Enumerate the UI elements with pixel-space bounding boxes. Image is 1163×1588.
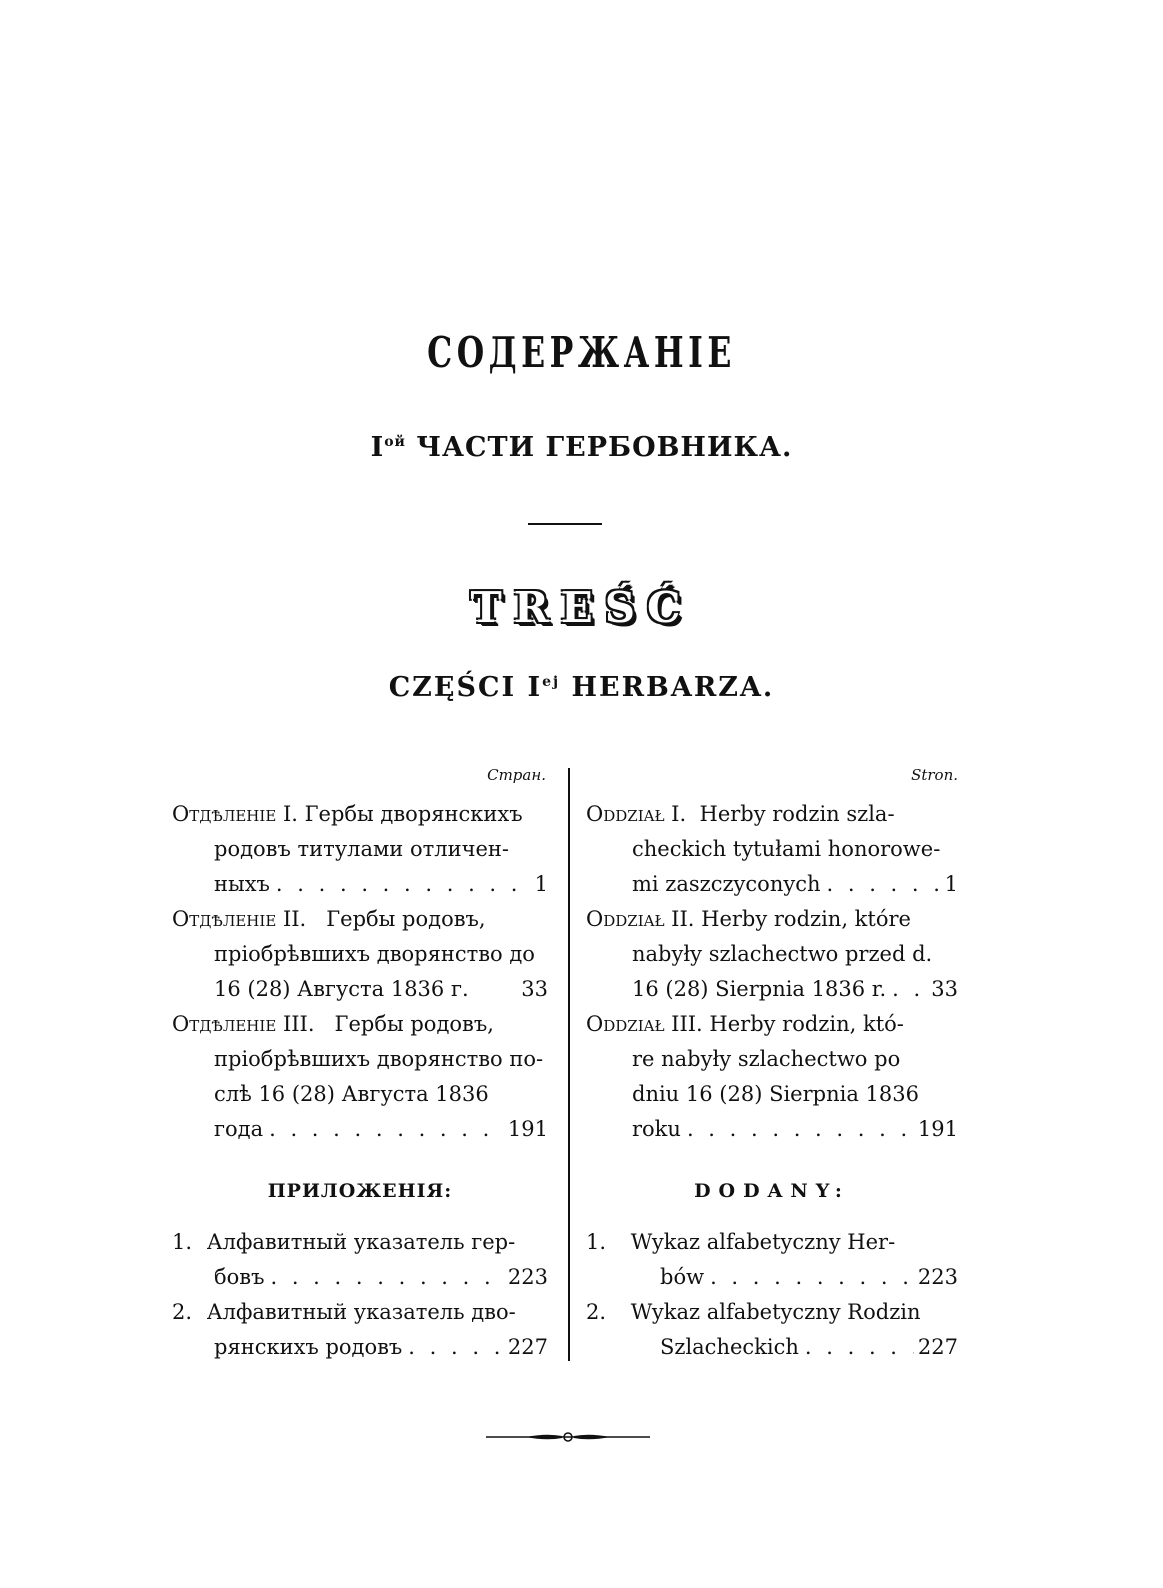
page-number: 191 — [507, 1117, 548, 1141]
toc-entry-line: пріобрѣвшихъ дворянство до — [214, 942, 535, 966]
toc-entry-line: слѣ 16 (28) Августа 1836 — [214, 1082, 489, 1106]
page-number: 223 — [917, 1265, 958, 1289]
section-text: Гербы родовъ, — [326, 907, 486, 931]
section-label: Отдѣленіе II. — [172, 907, 307, 931]
toc-entry-line: dniu 16 (28) Sierpnia 1836 — [632, 1082, 919, 1106]
page-number: 33 — [521, 977, 548, 1001]
appendix-entry-line — [172, 1295, 548, 1330]
leader-dots — [402, 1330, 504, 1365]
appendix-text: Szlacheckich — [660, 1335, 799, 1359]
appendix-entry-line — [172, 1225, 548, 1260]
toc-entry-page-line — [586, 867, 958, 902]
section-label: Отдѣленіе III. — [172, 1012, 315, 1036]
appendix-number: 1. — [172, 1230, 193, 1254]
right-appendix — [586, 1225, 958, 1365]
leader-dots — [264, 1260, 503, 1295]
leader-dots — [821, 867, 941, 902]
leader-dots — [681, 1112, 914, 1147]
right-toc — [586, 797, 958, 1147]
appendix-number: 2. — [586, 1300, 607, 1324]
right-page-header: Stron. — [911, 766, 958, 784]
toc-entry-page-line — [172, 867, 548, 902]
page-number: 1 — [534, 872, 548, 896]
appendix-page-line — [172, 1260, 548, 1295]
appendix-text: бовъ — [214, 1265, 265, 1289]
section-text: Гербы дворянскихъ — [304, 802, 523, 826]
section-label: Oddział II. — [586, 907, 695, 931]
page-number: 227 — [917, 1335, 958, 1359]
page-number: 33 — [931, 977, 958, 1001]
page-number: 191 — [917, 1117, 958, 1141]
appendix-text: рянскихъ родовъ — [214, 1335, 403, 1359]
toc-entry-label-line — [172, 1007, 548, 1042]
toc-entry-page-line — [172, 1112, 548, 1147]
ornament-rule — [486, 1430, 650, 1444]
section-label: Oddział I. — [586, 802, 687, 826]
toc-entry-label-line — [172, 797, 548, 832]
right-appendix-header: DODANY: — [694, 1180, 850, 1202]
subtitle-pl-prefix: CZĘŚCI I — [388, 672, 543, 703]
leader-dots — [270, 867, 531, 902]
section-text: roku — [632, 1117, 681, 1141]
toc-entry-line: re nabyły szlachectwo po — [632, 1047, 901, 1071]
appendix-page-line — [586, 1330, 958, 1365]
title-polish: TREŚĆ — [470, 583, 693, 632]
page-number: 227 — [507, 1335, 548, 1359]
appendix-text: bów — [660, 1265, 705, 1289]
appendix-number: 2. — [172, 1300, 193, 1324]
left-toc — [172, 797, 548, 1147]
toc-entry-page-line — [586, 972, 958, 1007]
toc-entry-page-line — [172, 972, 548, 1007]
title-russian: СОДЕРЖАНІЕ — [427, 328, 736, 377]
toc-entry-line: родовъ титулами отличен- — [214, 837, 509, 861]
appendix-text: Алфавитный указатель гер- — [206, 1230, 516, 1254]
subtitle-ru-rest: ЧАСТИ ГЕРБОВНИКА. — [416, 432, 793, 463]
section-text: Herby rodzin szla- — [699, 802, 895, 826]
toc-entry-line: пріобрѣвшихъ дворянство по- — [214, 1047, 544, 1071]
appendix-entry-line — [586, 1295, 958, 1330]
short-rule — [528, 523, 602, 525]
appendix-text: Алфавитный указатель дво- — [206, 1300, 516, 1324]
section-label: Oddział III. — [586, 1012, 703, 1036]
subtitle-pl-rest: HERBARZA. — [571, 672, 775, 703]
leader-dots — [799, 1330, 914, 1365]
appendix-entry-line — [586, 1225, 958, 1260]
toc-entry-page-line — [586, 1112, 958, 1147]
leader-dots — [886, 972, 927, 1007]
left-page-header: Стран. — [487, 766, 546, 784]
appendix-page-line — [172, 1330, 548, 1365]
section-text: 16 (28) Sierpnia 1836 r. — [632, 977, 887, 1001]
toc-entry-label-line — [586, 797, 958, 832]
toc-entry-line: checkich tytułami honorowe- — [632, 837, 941, 861]
left-appendix-header: ПРИЛОЖЕНІЯ: — [267, 1180, 453, 1202]
page-number: 223 — [507, 1265, 548, 1289]
section-text: Herby rodzin, któ- — [709, 1012, 904, 1036]
appendix-text: Wykaz alfabetyczny Her- — [630, 1230, 896, 1254]
section-text: года — [214, 1117, 264, 1141]
subtitle-russian — [0, 432, 1163, 463]
toc-entry-label-line — [586, 902, 958, 937]
page-number: 1 — [944, 872, 958, 896]
left-appendix — [172, 1225, 548, 1365]
toc-entry-line: nabyły szlachectwo przed d. — [632, 942, 933, 966]
toc-entry-label-line — [172, 902, 548, 937]
subtitle-pl-sup: ej — [542, 674, 561, 690]
appendix-number: 1. — [586, 1230, 607, 1254]
section-text: ныхъ — [214, 872, 270, 896]
toc-entry-label-line — [586, 1007, 958, 1042]
section-text: mi zaszczyconych — [632, 872, 821, 896]
section-label: Отдѣленіе I. — [172, 802, 298, 826]
section-text: 16 (28) Августа 1836 г. — [214, 977, 469, 1001]
appendix-page-line — [586, 1260, 958, 1295]
column-divider — [568, 768, 570, 1361]
subtitle-polish — [0, 672, 1163, 703]
leader-dots — [704, 1260, 914, 1295]
leader-dots — [263, 1112, 504, 1147]
appendix-text: Wykaz alfabetyczny Rodzin — [630, 1300, 921, 1324]
subtitle-ru-sup: ой — [384, 434, 406, 450]
subtitle-ru-prefix: I — [370, 432, 385, 463]
section-text: Herby rodzin, które — [701, 907, 911, 931]
section-text: Гербы родовъ, — [334, 1012, 494, 1036]
